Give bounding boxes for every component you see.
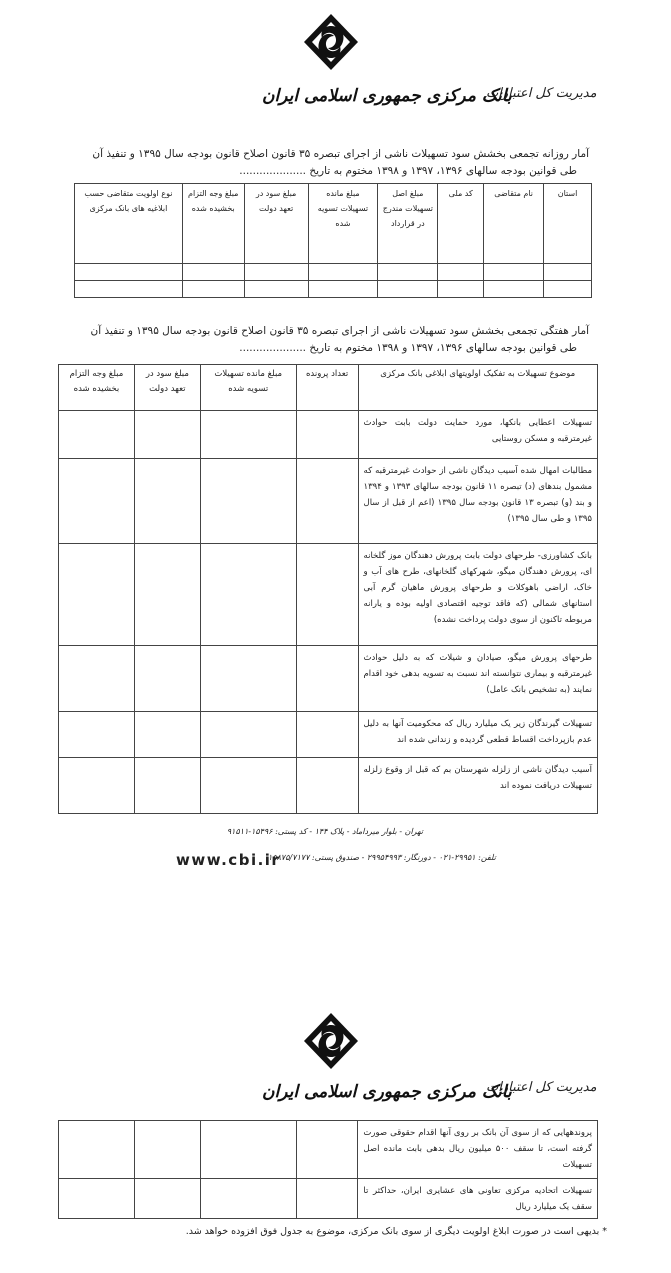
row-topic: تسهیلات گیرندگان زیر یک میلیارد ریال که محکومیت آنها به دلیل عدم بازپرداخت اقساط قطعی گردیده و زندانی شده اند: [358, 712, 597, 758]
col-header: مبلغ اصل تسهیلات مندرج در قرارداد: [378, 184, 438, 264]
footer-address: تهران - بلوار میرداماد - پلاک ۱۴۴ - کد پستی: ۱۵۴۹۶-۹۱۵۱۱: [226, 827, 423, 836]
col-header: نوع اولویت متقاضی حسب ابلاغیه های بانک مرکزی: [75, 184, 183, 264]
daily-report-title: [69, 146, 589, 180]
col-header: کد ملی: [438, 184, 484, 264]
col-header: مبلغ سود در تعهد دولت: [244, 184, 308, 264]
bank-name: بانک مرکزی جمهوری اسلامی ایران: [262, 86, 512, 106]
table-row: [59, 646, 598, 712]
weekly-report-table: [58, 364, 598, 814]
table-row: [59, 544, 598, 646]
daily-title-line1: آمار روزانه تجمعی بخشش سود تسهیلات ناشی از اجرای تبصره ۳۵ قانون اصلاح قانون بودجه سال ۱۳۹۵ و تنفیذ آن: [92, 148, 589, 160]
row-topic: بانک کشاورزی- طرحهای دولت بابت پرورش دهندگان موز گلخانه ای، پرورش دهندگان میگو، شهرکهای گلخانهای، طرح های آب و خاک، اراضی باهوکلات و طرحهای پرورش ماهیان گرم آبی استانهای شمالی (که فاقد توجیه اقتصادی اولیه بوده و یارانه مربوطه تاکنون از سوی دولت پرداخت نشده): [358, 544, 597, 646]
row-topic: تسهیلات اعطایی بانکها، مورد حمایت دولت بابت حوادث غیرمترقبه و مسکن روستایی: [358, 411, 597, 459]
table-row: [59, 1121, 598, 1179]
col-header: مبلغ وجه التزام بخشیده شده: [182, 184, 244, 264]
col-header: نام متقاضی: [484, 184, 544, 264]
col-header: موضوع تسهیلات به تفکیک اولویتهای ابلاغی بانک مرکزی: [358, 365, 597, 411]
department-name: مدیریت کل اعتبارات: [486, 1080, 597, 1095]
row-topic: آسیب دیدگان ناشی از زلزله شهرستان بم که قبل از وقوع زلزله تسهیلات دریافت نموده اند: [358, 758, 597, 814]
weekly-title-line2: طی قوانین بودجه سالهای ۱۳۹۶، ۱۳۹۷ و ۱۳۹۸ مختوم به تاریخ ....................: [239, 342, 577, 354]
table-row: [59, 712, 598, 758]
department-name: مدیریت کل اعتبارات: [486, 86, 597, 101]
table-row: [59, 459, 598, 544]
col-header: مبلغ وجه التزام بخشیده شده: [59, 365, 135, 411]
row-topic: طرحهای پرورش میگو، صیادان و شیلات که به دلیل حوادث غیرمترقبه و بیماری نتوانسته اند نسبت به تسویه بدهی خود اقدام نمایند (به تشخیص بانک عامل): [358, 646, 597, 712]
footer-contact: تلفن: ۲۹۹۵۱-۰۲۱ - دورنگار: ۲۹۹۵۴۹۹۳ - صندوق پستی: ۱۵۸۷۵/۷۱۷۷: [268, 853, 496, 862]
daily-report-table: [74, 183, 592, 298]
table-header-row: [75, 184, 592, 264]
table-row: [75, 281, 592, 298]
central-bank-logo-icon: [302, 1011, 360, 1071]
table-row: [59, 411, 598, 459]
table-row: [59, 758, 598, 814]
continuation-table: [58, 1120, 598, 1219]
footnote: * بدیهی است در صورت ابلاغ اولویت دیگری از سوی بانک مرکزی، موضوع به جدول فوق افزوده خواهد شد.: [185, 1226, 607, 1237]
bank-name: بانک مرکزی جمهوری اسلامی ایران: [262, 1082, 512, 1102]
table-row: [59, 1179, 598, 1219]
row-topic: تسهیلات اتحادیه مرکزی تعاونی های عشایری ایران، حداکثر تا سقف یک میلیارد ریال: [358, 1179, 598, 1219]
row-topic: پروندههایی که از سوی آن بانک بر روی آنها اقدام حقوقی صورت گرفته است، تا سقف ۵۰۰ میلیون ریال بدهی بابت مانده اصل تسهیلات: [358, 1121, 598, 1179]
central-bank-logo-icon: [302, 12, 360, 72]
col-header: مبلغ سود در تعهد دولت: [134, 365, 200, 411]
daily-title-line2: طی قوانین بودجه سالهای ۱۳۹۶، ۱۳۹۷ و ۱۳۹۸ مختوم به تاریخ ....................: [239, 165, 577, 177]
col-header: مبلغ مانده تسهیلات تسویه شده: [200, 365, 296, 411]
table-header-row: [59, 365, 598, 411]
col-header: تعداد پرونده: [296, 365, 358, 411]
row-topic: مطالبات امهال شده آسیب دیدگان ناشی از حوادث غیرمترقبه که مشمول بندهای (د) تبصره ۱۱ قانون بودجه سالهای ۱۳۹۳ و ۱۳۹۴ و بند (و) تبصره ۱۳ قانون بودجه سال ۱۳۹۵ (اعم از قبل از سال ۱۳۹۵ و طی سال ۱۳۹۵): [358, 459, 597, 544]
footer-website: www.cbi.ir: [176, 851, 281, 869]
table-row: [75, 264, 592, 281]
weekly-title-line1: آمار هفتگی تجمعی بخشش سود تسهیلات ناشی از اجرای تبصره ۳۵ قانون اصلاح قانون بودجه سال ۱۳۹۵ و تنفیذ آن: [90, 325, 589, 337]
weekly-report-title: [69, 323, 589, 357]
col-header: مبلغ مانده تسهیلات تسویه شده: [308, 184, 378, 264]
col-header: استان: [544, 184, 592, 264]
